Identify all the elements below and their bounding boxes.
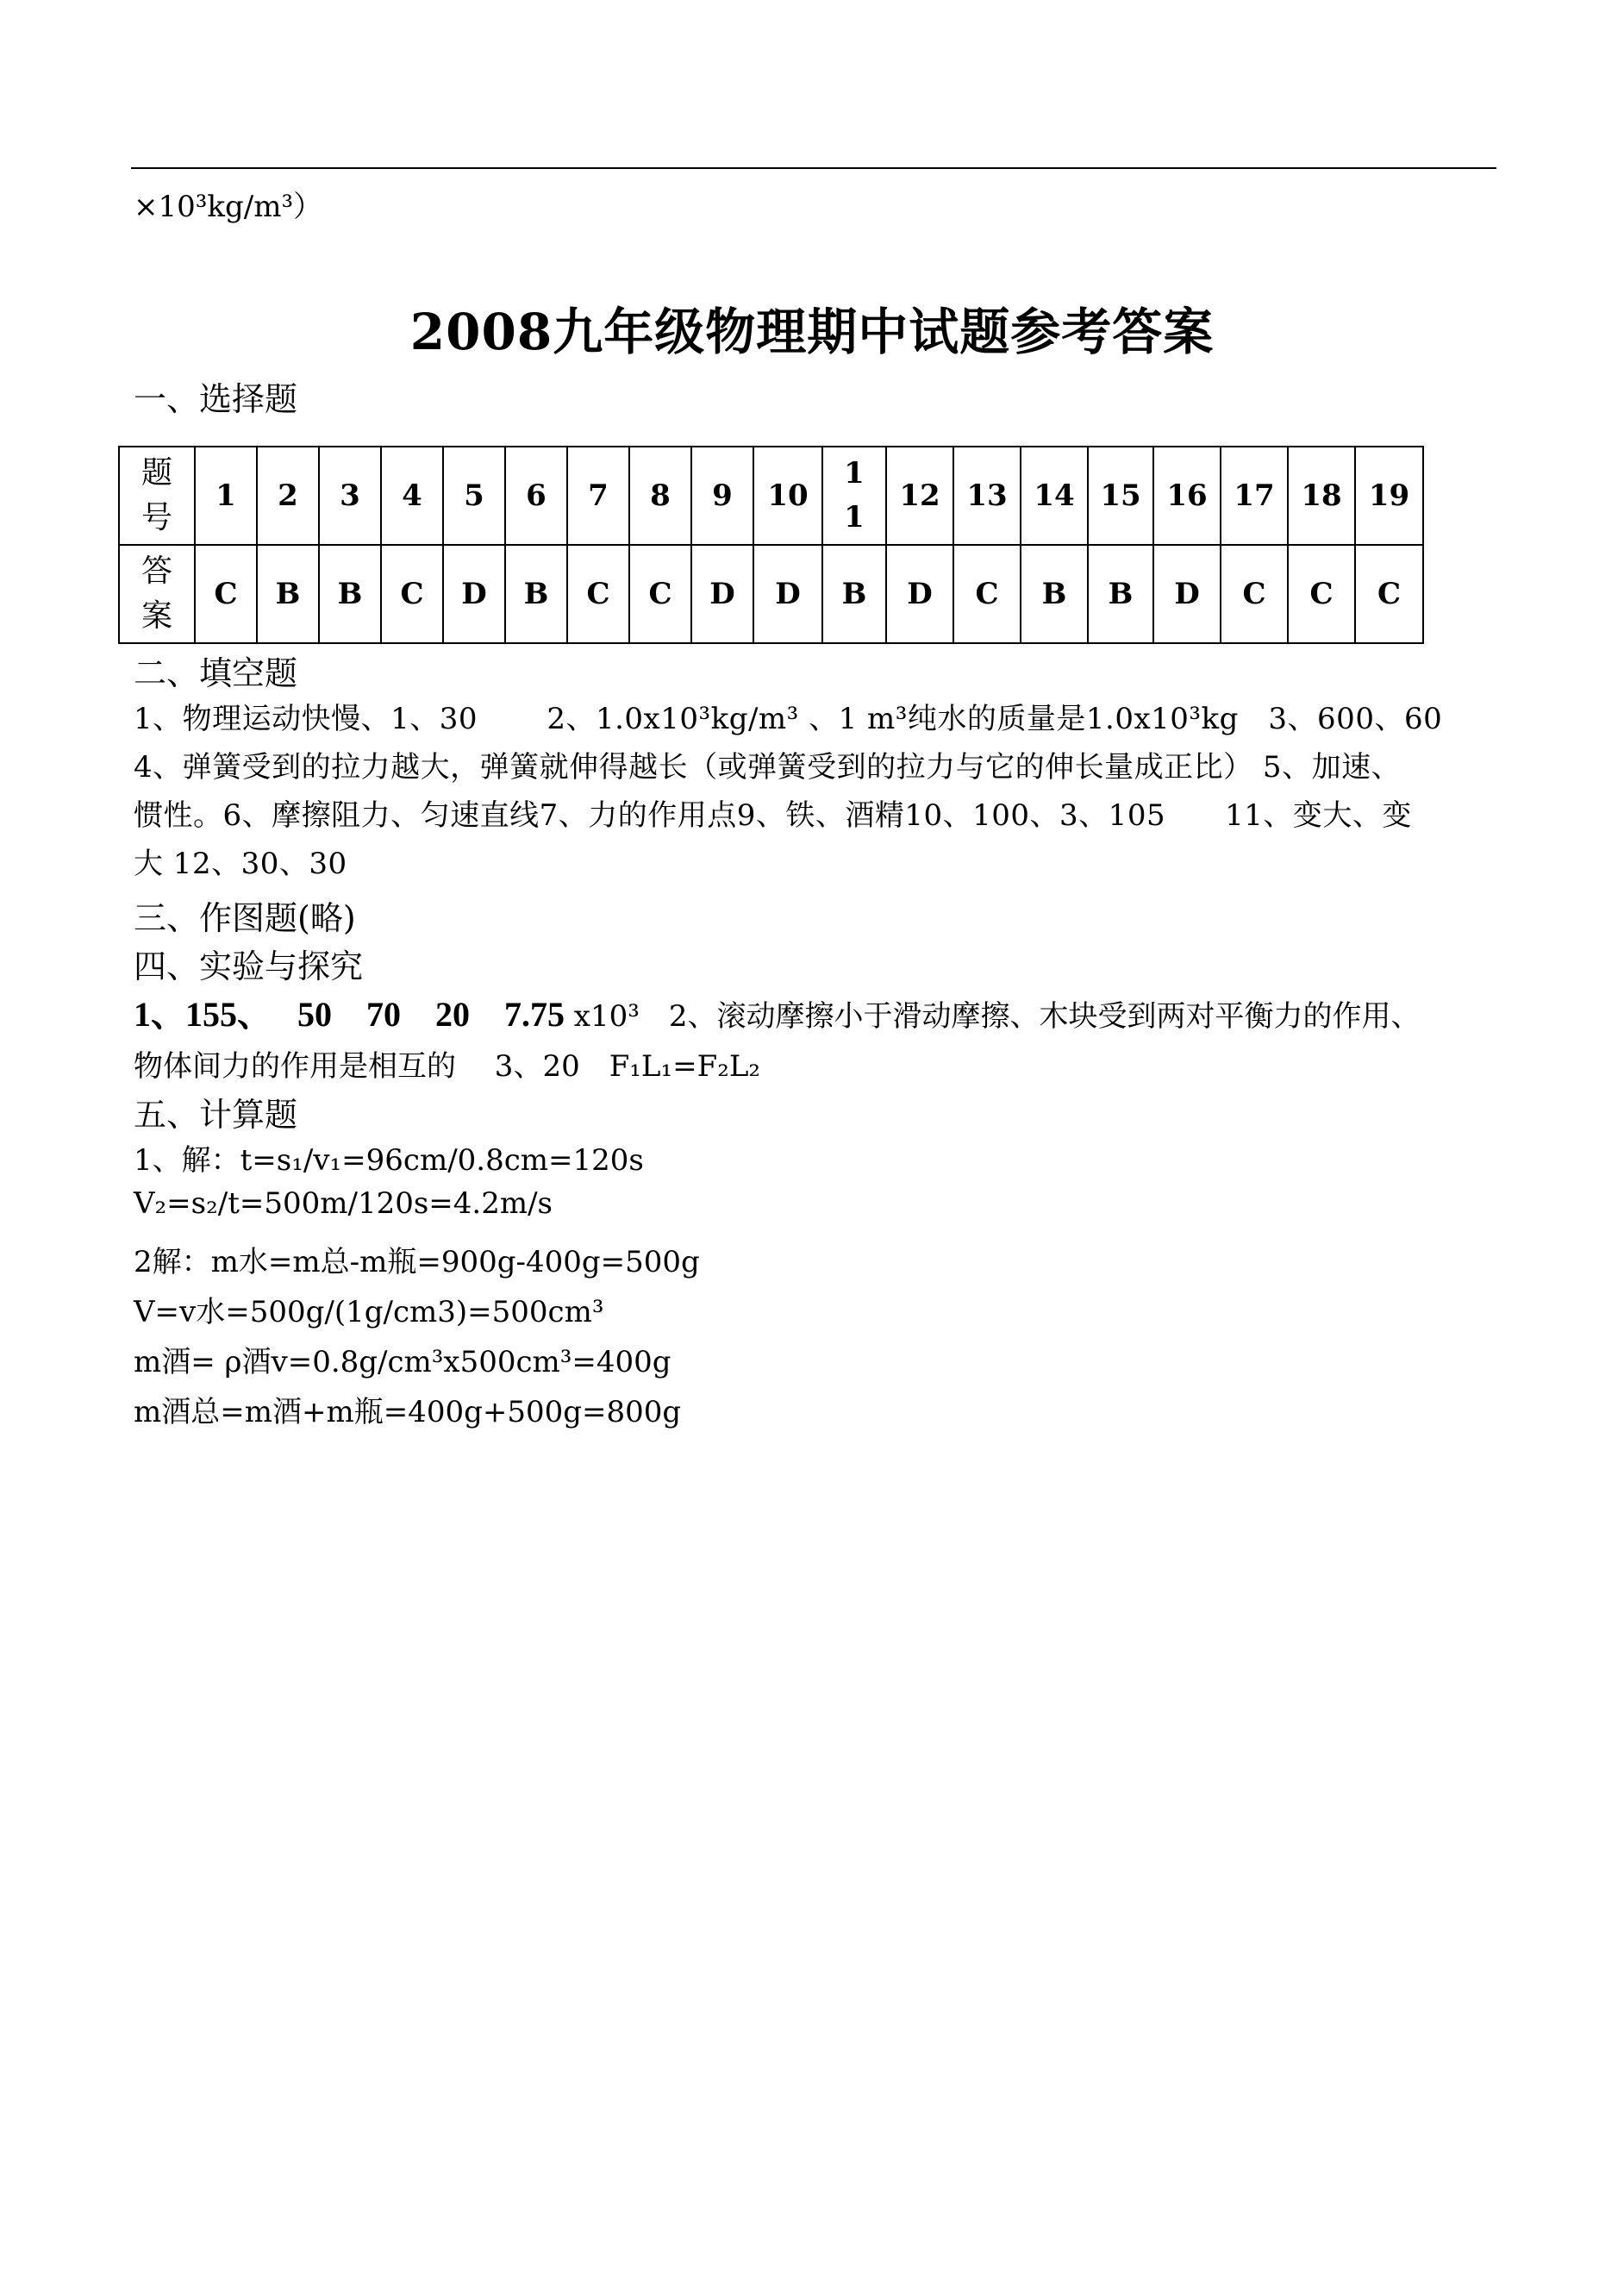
answer-cell: C: [195, 545, 257, 643]
question-number-cell: 6: [505, 447, 567, 545]
question-number-cell: 8: [629, 447, 691, 545]
question-number-cell: 13: [953, 447, 1021, 545]
fill-line: 1、物理运动快慢、1、30 2、1.0x10³kg/m³ 、1 m³纯水的质量是1.0x10³kg 3、600、60: [134, 702, 1443, 736]
question-number-cell: 15: [1088, 447, 1153, 545]
answer-cell: B: [1088, 545, 1153, 643]
row-header-answer: [119, 545, 195, 643]
section-fill-heading: 二、填空题: [134, 654, 298, 692]
question-number-cell: 4: [381, 447, 443, 545]
fill-line: 4、弹簧受到的拉力越大，弹簧就伸得越长（或弹簧受到的拉力与它的伸长量成正比） 5、加速、: [134, 750, 1402, 785]
answer-cell: D: [443, 545, 505, 643]
experiment-line: [134, 990, 1530, 1041]
section-drawing-heading: 三、作图题(略): [134, 899, 356, 937]
section-experiment-heading: 四、实验与探究: [134, 947, 364, 985]
answer-row: [119, 545, 1423, 643]
answer-cell: B: [257, 545, 319, 643]
answer-cell: C: [381, 545, 443, 643]
answer-cell: B: [1021, 545, 1088, 643]
question-number-cell: 7: [567, 447, 629, 545]
experiment-bold-values: 1、155、 50 70 20 7.75: [134, 995, 565, 1034]
question-number-cell: 5: [443, 447, 505, 545]
row-header-question-number: [119, 447, 195, 545]
answer-cell: D: [753, 545, 822, 643]
question-number-cell: 16: [1153, 447, 1221, 545]
experiment-line-rest: x10³ 2、滚动摩擦小于滑动摩擦、木块受到两对平衡力的作用、: [565, 999, 1421, 1034]
experiment-answers: [134, 990, 1530, 1091]
calc-line: V=v水=500g/(1g/cm3)=500cm³: [134, 1295, 604, 1329]
question-number-cell: 14: [1021, 447, 1088, 545]
calc-line: 2解：m水=m总-m瓶=900g-400g=500g: [134, 1245, 700, 1279]
question-number-cell: 18: [1288, 447, 1355, 545]
experiment-line: 物体间力的作用是相互的 3、20 F₁L₁=F₂L₂: [134, 1049, 761, 1084]
question-number-cell: 12: [886, 447, 953, 545]
section-calculation-heading: 五、计算题: [134, 1096, 298, 1134]
question-number-cell: 1: [195, 447, 257, 545]
answer-cell: C: [1221, 545, 1288, 643]
calc-line: V₂=s₂/t=500m/120s=4.2m/s: [134, 1186, 553, 1221]
calc-line: m酒= ρ酒v=0.8g/cm³x500cm³=400g: [134, 1345, 671, 1379]
choice-answer-table: [118, 446, 1424, 644]
calc-line: m酒总=m酒+m瓶=400g+500g=800g: [134, 1395, 682, 1429]
answer-cell: C: [567, 545, 629, 643]
answer-cell: B: [505, 545, 567, 643]
fill-blank-answers: [134, 695, 1521, 888]
answer-cell: D: [691, 545, 753, 643]
row-header-text: 答 案: [141, 553, 172, 634]
header-unit-fragment: ×10³kg/m³）: [134, 190, 323, 224]
answer-cell: D: [1153, 545, 1221, 643]
answer-cell: B: [822, 545, 886, 643]
answer-cell: C: [629, 545, 691, 643]
question-number-cell: 17: [1221, 447, 1288, 545]
fill-line: 惯性。6、摩擦阻力、匀速直线7、力的作用点9、铁、酒精10、100、3、105 11、变大、变: [134, 798, 1412, 833]
row-header-text: 题 号: [141, 454, 172, 535]
page-title: 2008九年级物理期中试题参考答案: [409, 303, 1215, 361]
question-number-row: [119, 447, 1423, 545]
question-number-cell: 1 1: [822, 447, 886, 545]
question-number-cell: 3: [319, 447, 381, 545]
question-number-cell: 9: [691, 447, 753, 545]
fill-line: 大 12、30、30: [134, 847, 347, 881]
question-number-cell: 19: [1355, 447, 1423, 545]
question-number-cell: 10: [753, 447, 822, 545]
question-number-cell: 2: [257, 447, 319, 545]
answer-cell: D: [886, 545, 953, 643]
answer-cell: B: [319, 545, 381, 643]
section-choice-heading: 一、选择题: [134, 380, 298, 418]
calc-line: 1、解：t=s₁/v₁=96cm/0.8cm=120s: [134, 1143, 644, 1178]
answer-cell: C: [1288, 545, 1355, 643]
answer-cell: C: [1355, 545, 1423, 643]
top-rule: [131, 167, 1496, 169]
answer-cell: C: [953, 545, 1021, 643]
